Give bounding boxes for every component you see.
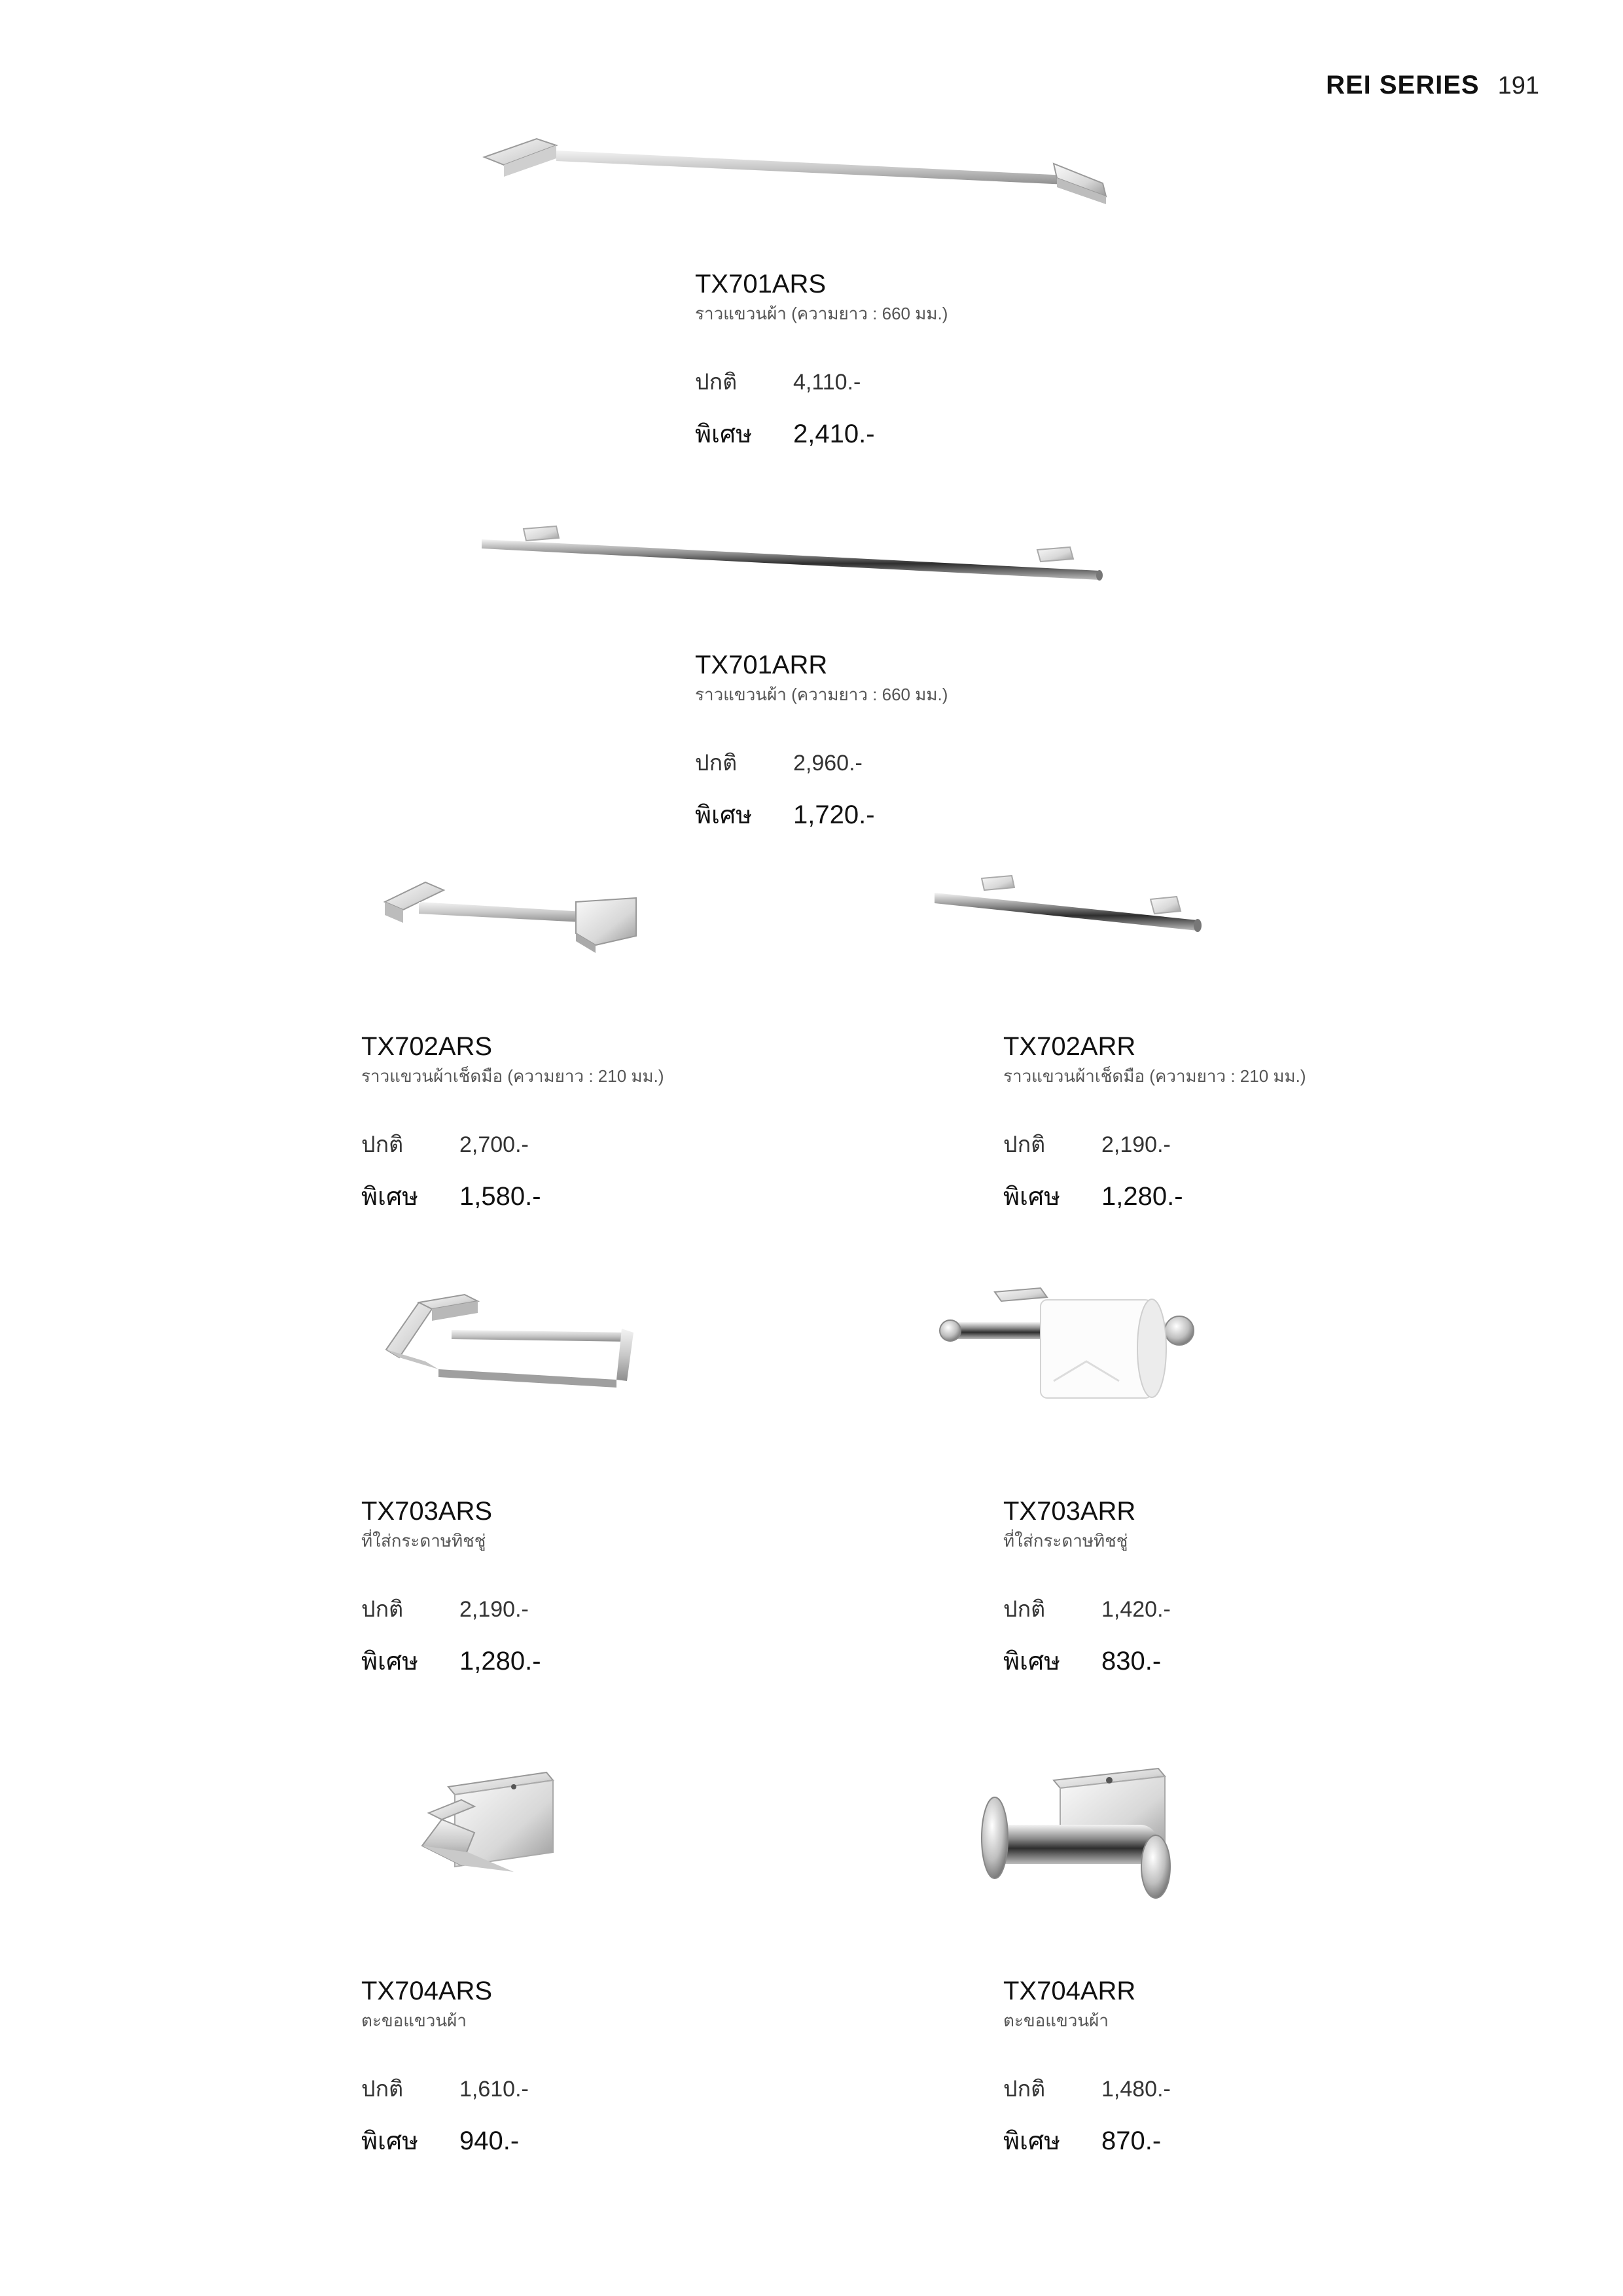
product-description: ตะขอแขวนผ้า [361,2011,467,2030]
special-price: 1,720.- [793,800,875,829]
normal-price-label: ปกติ [1003,1132,1046,1157]
special-price-row [361,1641,541,1681]
special-price: 2,410.- [793,420,875,448]
special-price-row [695,795,948,834]
product-code: TX701ARR [695,651,828,679]
photo-tx703arr [936,1283,1198,1433]
normal-price: 1,480.- [1101,2077,1171,2102]
product-code: TX703ARS [361,1497,493,1526]
special-price-label: พิเศษ [1003,1183,1061,1211]
product-tx704ars [361,1975,529,2161]
special-price: 1,280.- [1101,1182,1183,1211]
product-tx701ars [695,268,948,454]
special-price-label: พิเศษ [1003,2128,1061,2155]
product-code: TX704ARR [1003,1977,1136,2005]
special-price: 830.- [1101,1647,1162,1676]
special-price-label: พิเศษ [695,802,753,829]
normal-price: 2,190.- [1101,1132,1171,1157]
normal-price-row [695,364,948,399]
photo-tx701ars [478,131,1119,216]
special-price: 940.- [459,2126,520,2155]
special-price-label: พิเศษ [361,2128,419,2155]
special-price-row [1003,1176,1306,1216]
product-code: TX701ARS [695,270,827,298]
product-tx702ars [361,1031,664,1216]
product-description: ราวแขวนผ้าเช็ดมือ (ความยาว : 210 มม.) [1003,1066,1306,1086]
series-title: REI SERIES [1326,71,1480,99]
normal-price-row [361,1126,664,1162]
product-description: ราวแขวนผ้า (ความยาว : 660 มม.) [695,685,948,704]
normal-price: 2,700.- [459,1132,529,1157]
normal-price-label: ปกติ [361,1597,404,1622]
normal-price-label: ปกติ [361,1132,404,1157]
product-description: ที่ใส่กระดาษทิชชู่ [1003,1531,1128,1551]
normal-price: 2,190.- [459,1597,529,1622]
normal-price-row [361,2071,529,2106]
normal-price: 2,960.- [793,751,863,776]
special-price: 870.- [1101,2126,1162,2155]
photo-tx702ars [380,864,641,969]
product-description: ที่ใส่กระดาษทิชชู่ [361,1531,486,1551]
photo-tx704ars [416,1767,566,1892]
normal-price-label: ปกติ [1003,1597,1046,1622]
product-tx701arr [695,649,948,834]
product-description: ราวแขวนผ้า (ความยาว : 660 มม.) [695,304,948,323]
normal-price: 1,610.- [459,2077,529,2102]
page-header [1326,71,1539,110]
normal-price-label: ปกติ [361,2077,404,2102]
normal-price: 4,110.- [793,370,861,395]
special-price-label: พิเศษ [1003,1648,1061,1676]
special-price: 1,580.- [459,1182,541,1211]
special-price-label: พิเศษ [361,1648,419,1676]
normal-price-label: ปกติ [695,751,738,776]
special-price-row [695,414,948,454]
normal-price-row [695,745,948,780]
normal-price-row [361,1591,541,1626]
normal-price-label: ปกติ [1003,2077,1046,2102]
product-tx704arr [1003,1975,1171,2161]
normal-price: 1,420.- [1101,1597,1171,1622]
special-price-row [1003,2121,1171,2161]
normal-price-row [1003,1591,1171,1626]
page-number: 191 [1497,72,1539,99]
special-price-label: พิเศษ [695,421,753,448]
product-code: TX703ARR [1003,1497,1136,1526]
product-description: ตะขอแขวนผ้า [1003,2011,1109,2030]
product-tx703arr [1003,1496,1171,1681]
special-price-row [361,2121,529,2161]
product-code: TX702ARR [1003,1032,1136,1061]
special-price-label: พิเศษ [361,1183,419,1211]
special-price-row [361,1176,664,1216]
product-code: TX704ARS [361,1977,493,2005]
special-price: 1,280.- [459,1647,541,1676]
product-tx703ars [361,1496,541,1681]
photo-tx703ars [380,1289,641,1401]
photo-tx701arr [478,517,1119,589]
normal-price-label: ปกติ [695,370,738,395]
product-description: ราวแขวนผ้าเช็ดมือ (ความยาว : 210 มม.) [361,1066,664,1086]
product-tx702arr [1003,1031,1306,1216]
product-code: TX702ARS [361,1032,493,1061]
normal-price-row [1003,2071,1171,2106]
photo-tx704arr [975,1761,1178,1905]
normal-price-row [1003,1126,1306,1162]
special-price-row [1003,1641,1171,1681]
photo-tx702arr [929,870,1211,956]
